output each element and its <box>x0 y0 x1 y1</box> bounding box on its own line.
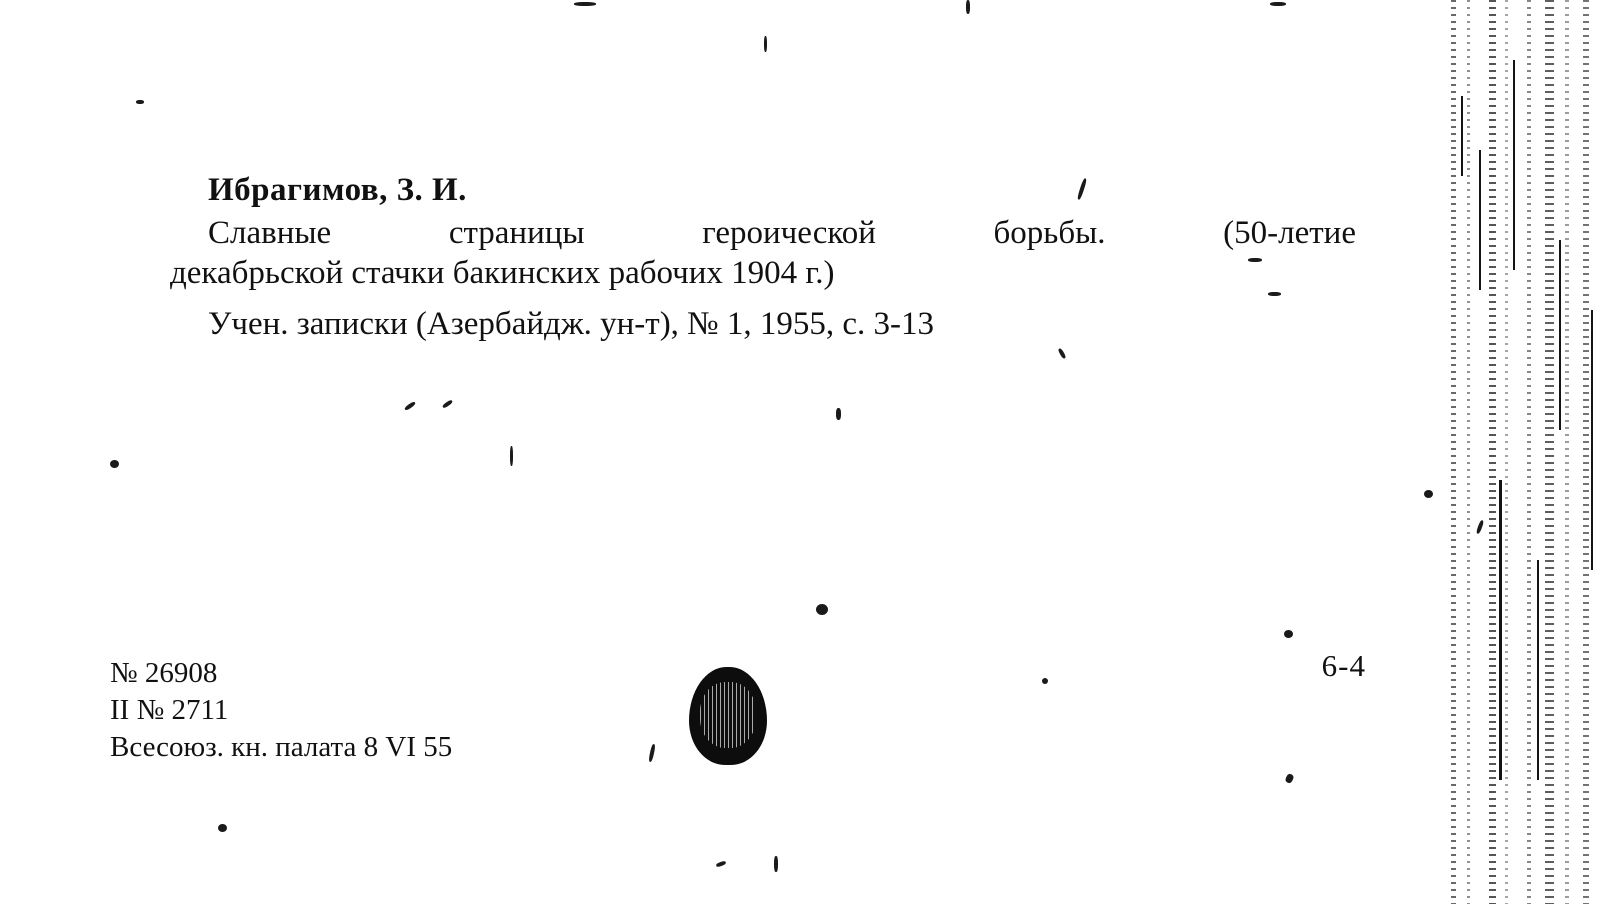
title-word-1: Славные <box>208 215 332 251</box>
ink-stamp-icon <box>690 668 766 764</box>
registration-number: № 26908 <box>110 657 218 689</box>
title-word-3: героической <box>702 215 876 251</box>
title-line-1 <box>208 213 1356 253</box>
author-line: Ибрагимов, З. И. <box>208 172 467 208</box>
shelfmark: 6-4 <box>1321 648 1366 683</box>
bibliographic-entry <box>0 172 1356 344</box>
source-line: Учен. записки (Азербайдж. ун-т), № 1, 1955, с. 3-13 <box>208 305 935 342</box>
title-word-5: (50-летие <box>1223 215 1356 251</box>
scan-edge-artifact <box>1441 0 1606 904</box>
registration-block <box>110 655 452 766</box>
registration-secondary-number: II № 2711 <box>110 694 229 727</box>
title-word-4: борьбы. <box>993 215 1106 251</box>
title-line-2: декабрьской стачки бакинских рабочих 1904 г.) <box>170 255 835 292</box>
title-word-2: страницы <box>448 215 585 251</box>
registration-authority: Всесоюз. кн. палата 8 VI 55 <box>110 731 453 764</box>
